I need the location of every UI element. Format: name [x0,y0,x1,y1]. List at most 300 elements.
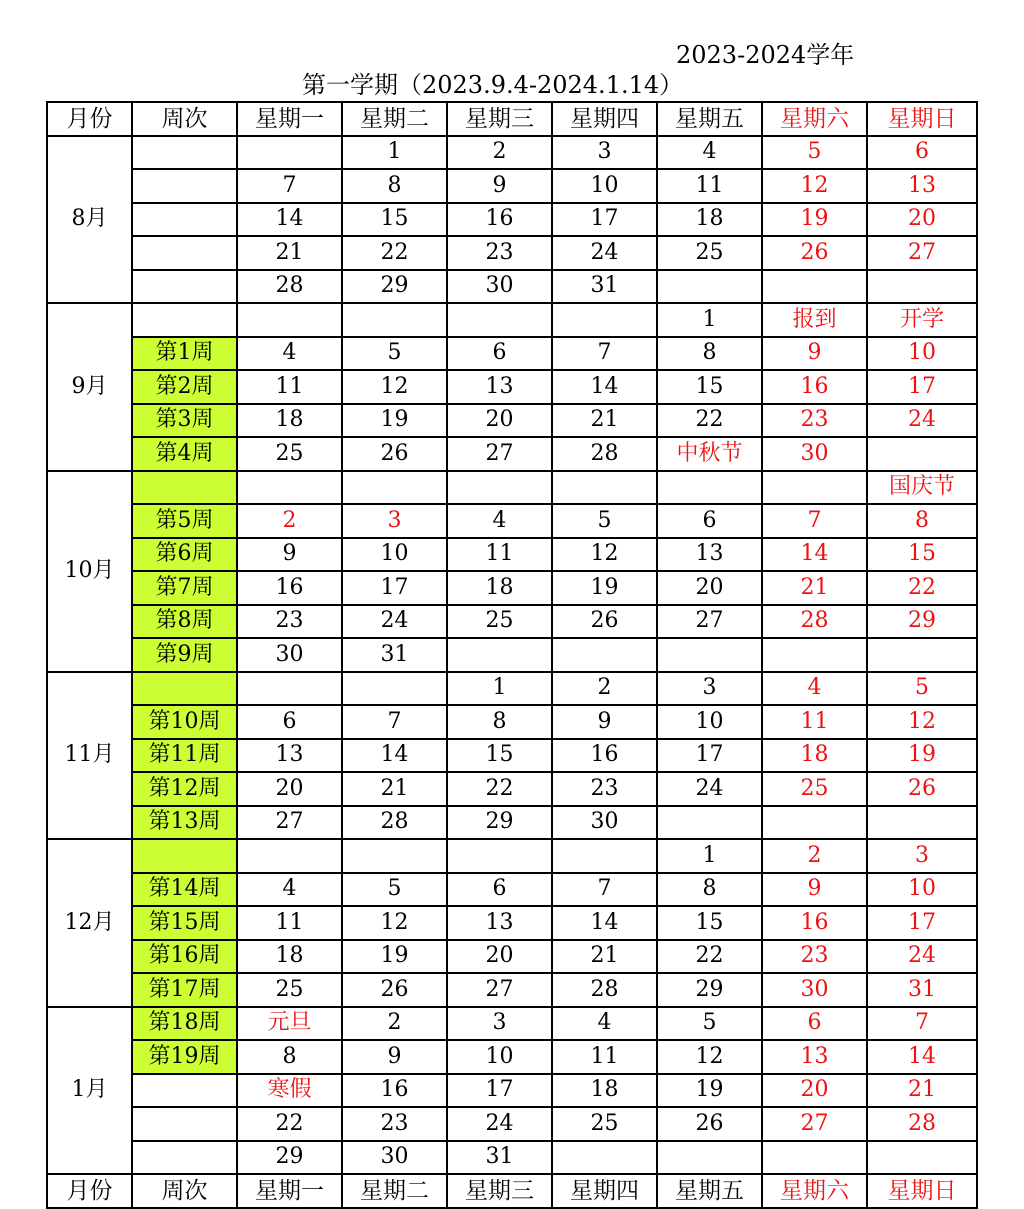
week-cell: 第17周 [132,973,237,1007]
day-cell-tuesday: 8 [342,169,447,203]
day-cell-saturday: 16 [762,370,867,404]
school-year-label: 2023-2024学年 [676,41,855,69]
day-cell-wednesday: 4 [447,504,552,538]
day-cell-wednesday: 27 [447,973,552,1007]
day-cell-thursday: 7 [552,337,657,371]
week-cell [132,672,237,706]
day-cell-wednesday: 3 [447,1007,552,1041]
day-cell-wednesday: 23 [447,236,552,270]
day-cell-friday: 19 [657,1074,762,1108]
day-cell-thursday: 14 [552,370,657,404]
bottom-header-row [47,1174,977,1208]
week-cell: 第15周 [132,906,237,940]
day-cell-saturday: 21 [762,571,867,605]
day-cell-friday: 15 [657,906,762,940]
calendar-row [47,873,977,907]
day-cell-thursday: 21 [552,404,657,438]
day-cell-friday: 27 [657,605,762,639]
calendar-row [47,1074,977,1108]
day-cell-sunday: 24 [867,940,977,974]
calendar-row [47,236,977,270]
day-cell-tuesday: 2 [342,1007,447,1041]
day-cell-monday: 20 [237,772,342,806]
calendar-row [47,772,977,806]
day-cell-sunday: 国庆节 [867,471,977,505]
day-cell-friday: 3 [657,672,762,706]
day-cell-tuesday [342,303,447,337]
day-cell-saturday: 11 [762,705,867,739]
bottom-header-sunday: 星期日 [867,1174,977,1208]
day-cell-thursday: 12 [552,538,657,572]
day-cell-monday [237,303,342,337]
day-cell-saturday: 2 [762,839,867,873]
day-cell-thursday: 17 [552,203,657,237]
day-cell-sunday: 17 [867,906,977,940]
day-cell-friday: 12 [657,1040,762,1074]
day-cell-wednesday: 8 [447,705,552,739]
day-cell-sunday: 15 [867,538,977,572]
bottom-header-wednesday: 星期三 [447,1174,552,1208]
top-header-month: 月份 [47,102,132,136]
day-cell-monday: 4 [237,873,342,907]
day-cell-wednesday: 18 [447,571,552,605]
week-cell: 第6周 [132,538,237,572]
day-cell-monday: 8 [237,1040,342,1074]
day-cell-tuesday: 14 [342,739,447,773]
day-cell-sunday: 5 [867,672,977,706]
day-cell-monday [237,839,342,873]
calendar-row [47,370,977,404]
day-cell-friday: 5 [657,1007,762,1041]
day-cell-thursday: 3 [552,136,657,170]
week-cell: 第18周 [132,1007,237,1041]
week-cell: 第8周 [132,605,237,639]
week-cell [132,169,237,203]
top-header-tuesday: 星期二 [342,102,447,136]
day-cell-tuesday: 5 [342,337,447,371]
day-cell-tuesday: 15 [342,203,447,237]
day-cell-saturday [762,638,867,672]
bottom-header-saturday: 星期六 [762,1174,867,1208]
month-label: 11月 [47,672,132,840]
day-cell-tuesday: 29 [342,270,447,304]
day-cell-tuesday: 19 [342,940,447,974]
day-cell-sunday: 21 [867,1074,977,1108]
day-cell-thursday [552,303,657,337]
day-cell-tuesday: 5 [342,873,447,907]
day-cell-saturday: 7 [762,504,867,538]
day-cell-thursday: 5 [552,504,657,538]
day-cell-friday: 6 [657,504,762,538]
day-cell-saturday: 19 [762,203,867,237]
day-cell-sunday: 13 [867,169,977,203]
day-cell-saturday [762,471,867,505]
day-cell-monday: 25 [237,437,342,471]
day-cell-monday: 29 [237,1141,342,1175]
week-cell [132,1074,237,1108]
top-header-monday: 星期一 [237,102,342,136]
day-cell-saturday: 27 [762,1107,867,1141]
day-cell-thursday [552,839,657,873]
day-cell-wednesday: 6 [447,873,552,907]
week-cell: 第1周 [132,337,237,371]
calendar-row [47,839,977,873]
day-cell-sunday: 14 [867,1040,977,1074]
day-cell-sunday: 20 [867,203,977,237]
day-cell-friday: 25 [657,236,762,270]
day-cell-saturday [762,270,867,304]
week-cell: 第3周 [132,404,237,438]
day-cell-friday: 24 [657,772,762,806]
calendar-row [47,203,977,237]
day-cell-monday: 寒假 [237,1074,342,1108]
month-label: 9月 [47,303,132,471]
day-cell-tuesday: 24 [342,605,447,639]
week-cell [132,236,237,270]
day-cell-thursday: 28 [552,973,657,1007]
day-cell-monday: 30 [237,638,342,672]
day-cell-friday: 1 [657,839,762,873]
day-cell-thursday [552,1141,657,1175]
day-cell-friday: 1 [657,303,762,337]
day-cell-wednesday [447,638,552,672]
day-cell-thursday: 11 [552,1040,657,1074]
calendar-row [47,404,977,438]
day-cell-friday: 8 [657,337,762,371]
calendar-row [47,169,977,203]
calendar-row [47,739,977,773]
day-cell-monday: 14 [237,203,342,237]
calendar-row [47,940,977,974]
day-cell-tuesday: 12 [342,370,447,404]
day-cell-saturday: 6 [762,1007,867,1041]
day-cell-sunday [867,638,977,672]
day-cell-friday: 10 [657,705,762,739]
calendar-row [47,906,977,940]
calendar-row [47,270,977,304]
calendar-row [47,1007,977,1041]
bottom-header-friday: 星期五 [657,1174,762,1208]
day-cell-friday: 8 [657,873,762,907]
day-cell-tuesday: 17 [342,571,447,605]
day-cell-monday: 11 [237,906,342,940]
week-cell [132,136,237,170]
day-cell-thursday: 28 [552,437,657,471]
day-cell-sunday: 3 [867,839,977,873]
day-cell-monday: 13 [237,739,342,773]
day-cell-tuesday: 26 [342,973,447,1007]
day-cell-sunday: 10 [867,873,977,907]
day-cell-wednesday: 6 [447,337,552,371]
day-cell-tuesday: 23 [342,1107,447,1141]
top-header-thursday: 星期四 [552,102,657,136]
week-cell: 第5周 [132,504,237,538]
day-cell-wednesday: 17 [447,1074,552,1108]
day-cell-thursday: 7 [552,873,657,907]
day-cell-monday [237,136,342,170]
day-cell-tuesday: 22 [342,236,447,270]
day-cell-friday: 15 [657,370,762,404]
day-cell-thursday: 31 [552,270,657,304]
day-cell-wednesday: 10 [447,1040,552,1074]
day-cell-saturday: 23 [762,940,867,974]
day-cell-sunday: 24 [867,404,977,438]
day-cell-tuesday: 16 [342,1074,447,1108]
week-cell: 第9周 [132,638,237,672]
day-cell-thursday [552,638,657,672]
day-cell-sunday: 6 [867,136,977,170]
day-cell-monday: 28 [237,270,342,304]
week-cell [132,270,237,304]
day-cell-thursday: 21 [552,940,657,974]
week-cell: 第10周 [132,705,237,739]
day-cell-monday: 25 [237,973,342,1007]
day-cell-wednesday: 16 [447,203,552,237]
day-cell-thursday: 14 [552,906,657,940]
week-cell: 第4周 [132,437,237,471]
day-cell-tuesday: 21 [342,772,447,806]
day-cell-sunday [867,806,977,840]
bottom-header-week: 周次 [132,1174,237,1208]
day-cell-thursday: 16 [552,739,657,773]
week-cell: 第13周 [132,806,237,840]
day-cell-tuesday: 26 [342,437,447,471]
day-cell-friday: 4 [657,136,762,170]
day-cell-friday: 20 [657,571,762,605]
day-cell-wednesday: 13 [447,906,552,940]
day-cell-wednesday: 13 [447,370,552,404]
month-label: 10月 [47,471,132,672]
day-cell-saturday: 25 [762,772,867,806]
calendar-row [47,504,977,538]
day-cell-saturday: 30 [762,437,867,471]
week-cell: 第2周 [132,370,237,404]
day-cell-sunday: 27 [867,236,977,270]
week-cell [132,839,237,873]
day-cell-sunday: 22 [867,571,977,605]
semester-calendar-table [46,101,978,1209]
day-cell-wednesday: 15 [447,739,552,773]
semester-title: 第一学期（2023.9.4-2024.1.14） [302,71,684,99]
day-cell-friday [657,270,762,304]
day-cell-wednesday: 24 [447,1107,552,1141]
day-cell-thursday: 9 [552,705,657,739]
day-cell-sunday [867,270,977,304]
day-cell-saturday: 14 [762,538,867,572]
day-cell-saturday: 报到 [762,303,867,337]
calendar-row [47,471,977,505]
bottom-header-monday: 星期一 [237,1174,342,1208]
day-cell-sunday: 26 [867,772,977,806]
day-cell-friday: 22 [657,404,762,438]
day-cell-wednesday: 20 [447,940,552,974]
week-cell [132,1107,237,1141]
day-cell-thursday: 19 [552,571,657,605]
day-cell-tuesday: 30 [342,1141,447,1175]
bottom-header-tuesday: 星期二 [342,1174,447,1208]
day-cell-thursday: 30 [552,806,657,840]
day-cell-saturday: 28 [762,605,867,639]
calendar-row [47,136,977,170]
day-cell-wednesday: 20 [447,404,552,438]
day-cell-wednesday: 31 [447,1141,552,1175]
day-cell-thursday: 18 [552,1074,657,1108]
day-cell-monday [237,672,342,706]
calendar-row [47,571,977,605]
day-cell-wednesday: 9 [447,169,552,203]
day-cell-wednesday: 1 [447,672,552,706]
day-cell-sunday: 开学 [867,303,977,337]
day-cell-tuesday: 12 [342,906,447,940]
day-cell-sunday: 28 [867,1107,977,1141]
day-cell-wednesday: 25 [447,605,552,639]
day-cell-sunday: 12 [867,705,977,739]
week-cell: 第19周 [132,1040,237,1074]
day-cell-monday: 22 [237,1107,342,1141]
day-cell-sunday: 31 [867,973,977,1007]
week-cell [132,1141,237,1175]
calendar-row [47,337,977,371]
day-cell-monday: 6 [237,705,342,739]
day-cell-tuesday: 28 [342,806,447,840]
top-header-week: 周次 [132,102,237,136]
day-cell-tuesday: 7 [342,705,447,739]
month-label: 12月 [47,839,132,1007]
day-cell-tuesday: 9 [342,1040,447,1074]
day-cell-monday: 18 [237,404,342,438]
day-cell-thursday: 24 [552,236,657,270]
day-cell-friday: 26 [657,1107,762,1141]
calendar-row [47,538,977,572]
top-header-row [47,102,977,136]
day-cell-thursday: 25 [552,1107,657,1141]
week-cell [132,471,237,505]
day-cell-saturday: 13 [762,1040,867,1074]
day-cell-saturday: 4 [762,672,867,706]
day-cell-friday: 中秋节 [657,437,762,471]
week-cell [132,303,237,337]
day-cell-thursday [552,471,657,505]
calendar-row [47,806,977,840]
day-cell-wednesday [447,839,552,873]
day-cell-sunday: 19 [867,739,977,773]
day-cell-saturday: 26 [762,236,867,270]
day-cell-friday [657,806,762,840]
day-cell-wednesday: 11 [447,538,552,572]
week-cell [132,203,237,237]
day-cell-friday [657,638,762,672]
day-cell-saturday [762,806,867,840]
day-cell-sunday: 7 [867,1007,977,1041]
calendar-row [47,638,977,672]
bottom-header-month: 月份 [47,1174,132,1208]
month-label: 8月 [47,136,132,304]
week-cell: 第12周 [132,772,237,806]
day-cell-sunday: 10 [867,337,977,371]
day-cell-friday: 29 [657,973,762,1007]
day-cell-sunday [867,437,977,471]
day-cell-monday: 27 [237,806,342,840]
day-cell-thursday: 23 [552,772,657,806]
day-cell-sunday: 29 [867,605,977,639]
day-cell-friday: 18 [657,203,762,237]
calendar-row [47,605,977,639]
day-cell-thursday: 4 [552,1007,657,1041]
day-cell-saturday: 30 [762,973,867,1007]
day-cell-tuesday [342,672,447,706]
calendar-row [47,1040,977,1074]
week-cell: 第14周 [132,873,237,907]
calendar-row [47,1141,977,1175]
day-cell-saturday: 5 [762,136,867,170]
top-header-wednesday: 星期三 [447,102,552,136]
day-cell-wednesday [447,471,552,505]
day-cell-friday [657,471,762,505]
day-cell-friday: 13 [657,538,762,572]
day-cell-sunday: 17 [867,370,977,404]
day-cell-monday: 2 [237,504,342,538]
day-cell-friday: 11 [657,169,762,203]
calendar-row [47,672,977,706]
day-cell-wednesday: 29 [447,806,552,840]
day-cell-monday: 4 [237,337,342,371]
day-cell-sunday [867,1141,977,1175]
top-header-saturday: 星期六 [762,102,867,136]
week-cell: 第7周 [132,571,237,605]
calendar-row [47,1107,977,1141]
day-cell-monday: 9 [237,538,342,572]
day-cell-saturday: 9 [762,873,867,907]
day-cell-tuesday: 3 [342,504,447,538]
calendar-row [47,973,977,1007]
day-cell-saturday [762,1141,867,1175]
day-cell-saturday: 23 [762,404,867,438]
day-cell-friday [657,1141,762,1175]
day-cell-monday: 18 [237,940,342,974]
day-cell-saturday: 9 [762,337,867,371]
top-header-sunday: 星期日 [867,102,977,136]
day-cell-monday [237,471,342,505]
day-cell-wednesday: 2 [447,136,552,170]
day-cell-monday: 16 [237,571,342,605]
day-cell-tuesday [342,839,447,873]
calendar-row [47,303,977,337]
day-cell-sunday: 8 [867,504,977,538]
day-cell-monday: 7 [237,169,342,203]
week-cell: 第16周 [132,940,237,974]
calendar-row [47,705,977,739]
day-cell-tuesday: 31 [342,638,447,672]
day-cell-tuesday: 19 [342,404,447,438]
day-cell-wednesday: 30 [447,270,552,304]
day-cell-thursday: 10 [552,169,657,203]
day-cell-saturday: 20 [762,1074,867,1108]
day-cell-tuesday [342,471,447,505]
day-cell-saturday: 12 [762,169,867,203]
day-cell-wednesday: 22 [447,772,552,806]
day-cell-saturday: 16 [762,906,867,940]
day-cell-wednesday: 27 [447,437,552,471]
day-cell-monday: 元旦 [237,1007,342,1041]
calendar-row [47,437,977,471]
top-header-friday: 星期五 [657,102,762,136]
day-cell-monday: 21 [237,236,342,270]
bottom-header-thursday: 星期四 [552,1174,657,1208]
day-cell-friday: 22 [657,940,762,974]
day-cell-monday: 11 [237,370,342,404]
day-cell-tuesday: 1 [342,136,447,170]
month-label: 1月 [47,1007,132,1175]
